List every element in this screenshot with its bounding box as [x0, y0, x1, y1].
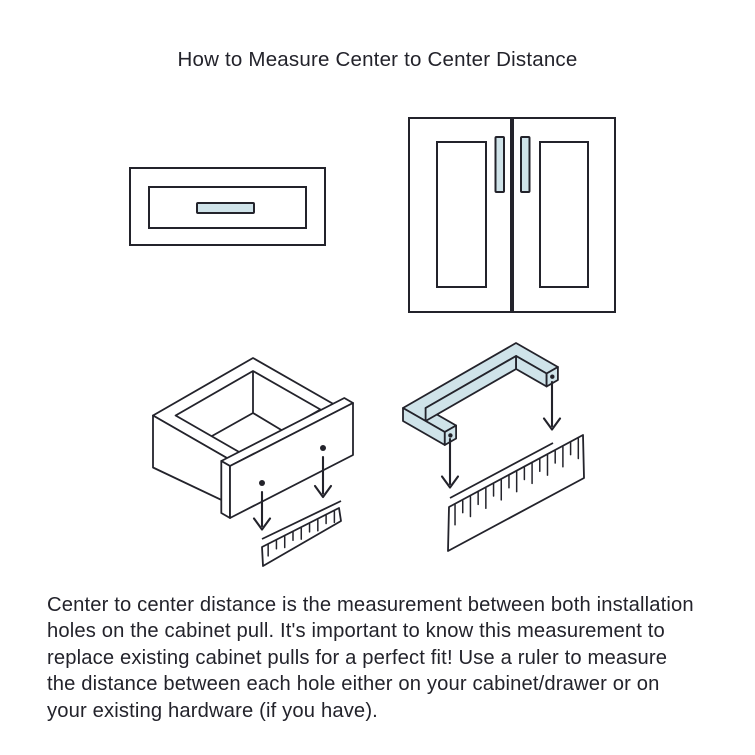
cabinet-doors-illustration	[409, 118, 615, 312]
drawer-hole-right	[320, 445, 326, 451]
page-title: How to Measure Center to Center Distance	[177, 48, 578, 71]
door-left-handle	[496, 137, 505, 192]
ruler-small	[262, 501, 341, 566]
pull-hole-left	[448, 433, 452, 437]
door-left-panel	[437, 142, 486, 287]
caption-line: holes on the cabinet pull. It's important to know this measurement to	[47, 620, 665, 643]
door-right-handle	[521, 137, 530, 192]
pull-hole-right	[550, 375, 554, 379]
door-right-panel	[540, 142, 588, 287]
drawer-panel-side-face	[221, 461, 230, 518]
caption-line: Center to center distance is the measurement between both installation	[47, 594, 694, 616]
drawer-iso-illustration	[153, 358, 353, 566]
caption-text	[47, 592, 719, 724]
ruler-large	[448, 435, 584, 551]
caption-line: the distance between each hole either on your cabinet/drawer or on	[47, 673, 660, 696]
caption-line: your existing hardware (if you have).	[47, 699, 378, 722]
pull-iso-illustration	[403, 343, 584, 551]
caption-line: replace existing cabinet pulls for a perfect fit! Use a ruler to measure	[47, 646, 668, 669]
drawer-hole-left	[259, 480, 265, 486]
pull-arrow-left	[442, 439, 458, 488]
pull-arrow-right	[544, 382, 560, 430]
drawer-front-handle	[197, 203, 254, 213]
drawer-front-illustration	[130, 168, 325, 245]
